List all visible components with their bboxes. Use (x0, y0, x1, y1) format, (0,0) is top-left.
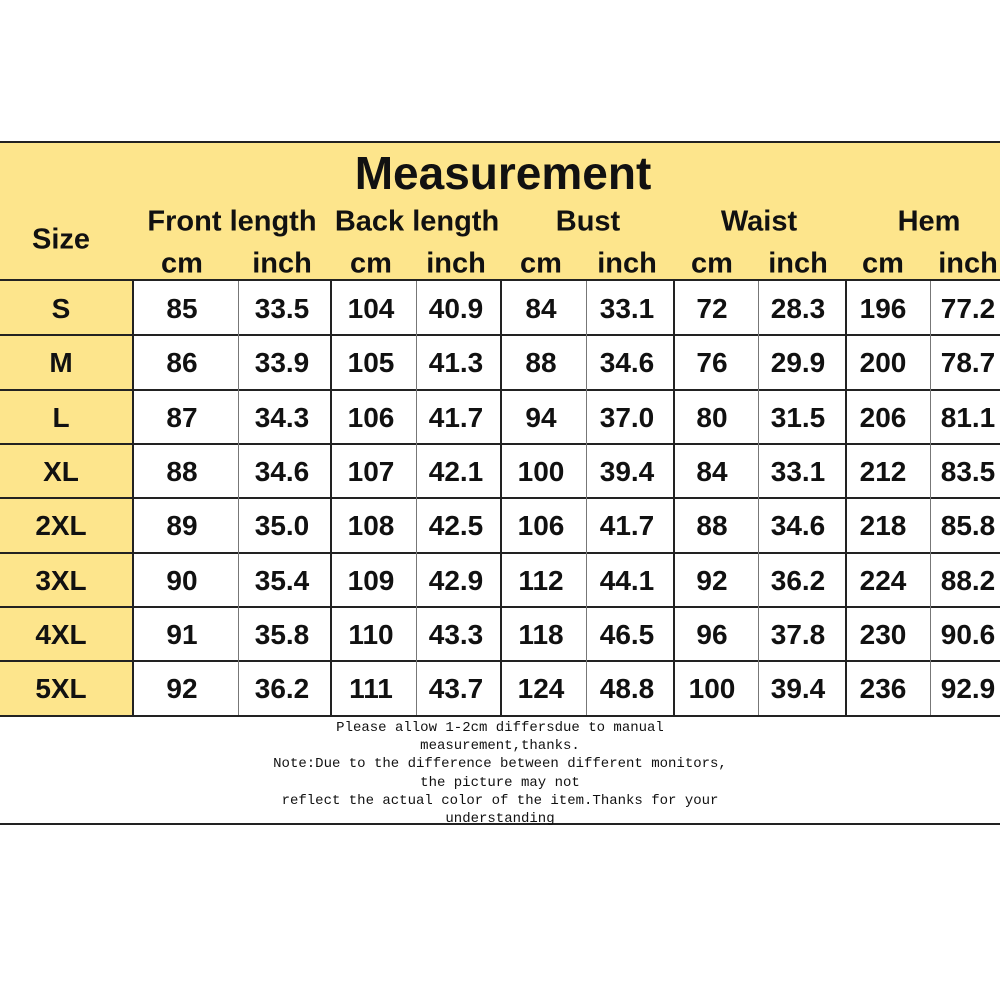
table-cell: 41.3 (428, 347, 484, 379)
group-header: Hem (897, 205, 961, 238)
unit-header: inch (252, 247, 312, 280)
table-cell: 112 (518, 564, 564, 596)
table-cell: 200 (859, 347, 907, 379)
table-header (0, 143, 1000, 281)
column-divider (930, 281, 931, 715)
table-cell: 29.9 (770, 347, 826, 379)
chart-title: Measurement (354, 147, 652, 199)
column-divider (845, 281, 847, 715)
table-cell: 37.0 (599, 401, 655, 433)
table-cell: 118 (518, 618, 564, 650)
group-header: Waist (720, 205, 798, 238)
table-cell: 94 (525, 401, 557, 433)
unit-header: inch (597, 247, 657, 280)
table-cell: 35.0 (254, 510, 310, 542)
column-divider (330, 281, 332, 715)
table-cell: 106 (517, 510, 565, 542)
table-cell: 230 (859, 618, 907, 650)
table-cell: 41.7 (428, 401, 484, 433)
table-cell: 88 (525, 347, 557, 379)
size-label: 2XL (35, 510, 87, 542)
column-divider (416, 281, 417, 715)
table-cell: 92.9 (940, 673, 996, 705)
table-cell: 44.1 (599, 564, 655, 596)
table-cell: 87 (166, 401, 198, 433)
note-line: understanding (445, 811, 555, 827)
table-cell: 124 (517, 673, 565, 705)
note-line: reflect the actual color of the item.Thanks for your (281, 792, 719, 809)
table-cell: 43.3 (428, 618, 484, 650)
table-cell: 39.4 (599, 455, 655, 487)
table-cell: 104 (347, 293, 395, 324)
unit-header: cm (520, 247, 562, 280)
column-divider (238, 281, 239, 715)
unit-header: inch (426, 247, 486, 280)
table-cell: 81.1 (940, 401, 996, 433)
size-label: 3XL (35, 564, 87, 596)
table-cell: 28.3 (770, 293, 826, 324)
table-cell: 34.6 (254, 455, 310, 487)
table-cell: 42.9 (428, 564, 484, 596)
size-label: 4XL (35, 618, 87, 650)
unit-header: inch (938, 247, 998, 280)
table-cell: 33.1 (770, 455, 826, 487)
size-label: S (51, 293, 71, 324)
table-cell: 100 (517, 455, 565, 487)
table-cell: 39.4 (770, 673, 826, 705)
table-cell: 35.8 (254, 618, 310, 650)
table-cell: 89 (166, 510, 198, 542)
table-cell: 218 (859, 510, 907, 542)
size-label: L (52, 401, 70, 433)
table-cell: 90 (166, 564, 198, 596)
table-cell: 88 (696, 510, 728, 542)
note-line: Note:Due to the difference between different monitors, (273, 756, 727, 773)
table-cell: 77.2 (940, 293, 996, 324)
unit-header: inch (768, 247, 828, 280)
column-divider (673, 281, 675, 715)
table-cell: 110 (348, 618, 394, 650)
column-divider (500, 281, 502, 715)
table-cell: 34.6 (599, 347, 655, 379)
table-cell: 224 (859, 564, 907, 596)
table-cell: 96 (696, 618, 728, 650)
table-cell: 90.6 (940, 618, 996, 650)
group-header: Bust (555, 205, 621, 238)
table-cell: 33.1 (599, 293, 655, 324)
table-cell: 78.7 (940, 347, 996, 379)
table-cell: 33.9 (254, 347, 310, 379)
table-cell: 31.5 (770, 401, 826, 433)
notes-section (0, 715, 1000, 827)
table-cell: 86 (166, 347, 198, 379)
table-cell: 40.9 (428, 293, 484, 324)
table-cell: 84 (696, 455, 728, 487)
table-cell: 108 (347, 510, 395, 542)
unit-header: cm (691, 247, 733, 280)
group-header: Back length (334, 205, 500, 238)
table-cell: 100 (688, 673, 736, 705)
table-cell: 37.8 (770, 618, 826, 650)
table-cell: 236 (859, 673, 907, 705)
table-cell: 34.6 (770, 510, 826, 542)
table-cell: 212 (859, 455, 907, 487)
table-cell: 36.2 (254, 673, 310, 705)
size-label: XL (43, 455, 79, 487)
table-cell: 43.7 (428, 673, 484, 705)
table-cell: 83.5 (940, 455, 996, 487)
column-divider (758, 281, 759, 715)
table-cell: 88.2 (940, 564, 996, 596)
table-cell: 92 (696, 564, 728, 596)
table-cell: 80 (696, 401, 728, 433)
unit-header: cm (862, 247, 904, 280)
table-cell: 106 (347, 401, 395, 433)
table-cell: 84 (525, 293, 557, 324)
table-cell: 42.5 (428, 510, 484, 542)
size-chart (0, 141, 1000, 825)
size-column-header: Size (31, 223, 91, 256)
table-cell: 36.2 (770, 564, 826, 596)
table-cell: 41.7 (599, 510, 655, 542)
table-cell: 91 (166, 618, 198, 650)
size-label: 5XL (35, 673, 87, 705)
table-cell: 85.8 (940, 510, 996, 542)
table-cell: 206 (859, 401, 907, 433)
table-cell: 88 (166, 455, 198, 487)
unit-header: cm (161, 247, 203, 280)
note-line: Please allow 1-2cm differsdue to manual (336, 720, 664, 736)
table-cell: 92 (166, 673, 198, 705)
table-cell: 105 (347, 347, 395, 379)
table-cell: 107 (347, 455, 395, 487)
note-line: measurement,thanks. (420, 738, 580, 755)
group-header: Front length (147, 205, 317, 238)
table-cell: 34.3 (254, 401, 310, 433)
table-cell: 111 (349, 673, 393, 705)
table-cell: 33.5 (254, 293, 310, 324)
note-line: the picture may not (420, 774, 580, 791)
table-cell: 72 (696, 293, 728, 324)
table-cell: 42.1 (428, 455, 484, 487)
table-cell: 196 (859, 293, 907, 324)
table-cell: 76 (696, 347, 728, 379)
column-divider (586, 281, 587, 715)
unit-header: cm (350, 247, 392, 280)
table-cell: 48.8 (599, 673, 655, 705)
table-cell: 109 (347, 564, 395, 596)
table-cell: 35.4 (254, 564, 310, 596)
table-cell: 46.5 (599, 618, 655, 650)
table-cell: 85 (166, 293, 198, 324)
size-label: M (49, 347, 73, 379)
